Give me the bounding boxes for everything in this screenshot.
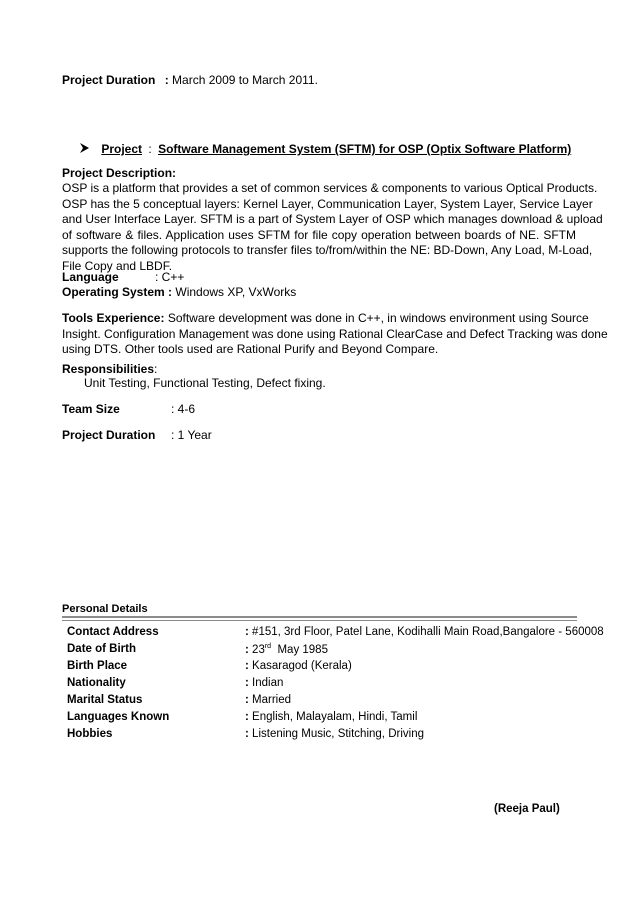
language-label: Language: [62, 270, 119, 284]
personal-label: Contact Address: [67, 626, 159, 638]
tools-line: [62, 311, 589, 327]
description-line: and User Interface Layer. SFTM is a part of System Layer of OSP which manages download & upload: [62, 212, 603, 227]
team-size-label: Team Size: [62, 402, 120, 416]
personal-label: Hobbies: [67, 728, 113, 740]
responsibilities-colon: :: [154, 362, 158, 376]
description-line: supports the following protocols to transfer files to/from/within the NE: BD-Down, Any Load, M-Load,: [62, 243, 593, 258]
personal-label: Nationality: [67, 677, 126, 689]
personal-value: : Kasaragod (Kerala): [245, 660, 352, 672]
personal-details-heading: Personal Details: [62, 603, 148, 615]
description-line: of software & files. Application uses SFTM for file copy operation between boards of NE. SFTM: [62, 227, 576, 242]
team-size-value: : 4-6: [171, 402, 196, 416]
description-line: OSP is a platform that provides a set of common services & components to various Optical Products.: [62, 181, 598, 195]
prev-duration-sep: :: [164, 73, 169, 87]
personal-value: : English, Malayalam, Hindi, Tamil: [245, 711, 418, 723]
prev-project-duration: [62, 73, 318, 87]
tools-text: Software development was done in C++, in windows environment using Source: [167, 311, 589, 325]
project-duration-label: Project Duration: [62, 428, 156, 442]
project-description-label: Project Description:: [62, 166, 177, 180]
tools-experience: [62, 311, 608, 358]
personal-label: Languages Known: [67, 711, 170, 723]
project-title: Software Management System (SFTM) for OSP (Optix Software Platform): [158, 142, 572, 156]
prev-duration-value: March 2009 to March 2011.: [172, 73, 318, 87]
personal-label: Birth Place: [67, 660, 128, 672]
personal-value: : #151, 3rd Floor, Patel Lane, Kodihalli Main Road,Bangalore - 560008: [245, 626, 604, 638]
os-value: Windows XP, VxWorks: [175, 285, 297, 299]
language-value: : C++: [155, 270, 185, 284]
description-line: OSP has the 5 conceptual layers: Kernel Layer, Communication Layer, System Layer, Service Layer: [62, 196, 593, 211]
project-sep: :: [148, 142, 152, 156]
personal-value: : Indian: [245, 677, 284, 689]
section-divider: [62, 620, 577, 621]
personal-label: Date of Birth: [67, 643, 136, 655]
project-description: [62, 181, 603, 275]
language-value-wrap: [155, 270, 184, 284]
os-row: [62, 285, 296, 299]
project-duration-value: : 1 Year: [171, 428, 212, 442]
description-line: File Copy and LBDF.: [62, 258, 173, 273]
responsibilities-value: Unit Testing, Functional Testing, Defect fixing.: [84, 376, 326, 390]
project-label: Project: [101, 142, 143, 156]
personal-value: : Married: [245, 694, 292, 706]
project-title-line: [80, 142, 571, 156]
tools-line: Insight. Configuration Management was done using Rational ClearCase and Defect Tracking was done: [62, 326, 608, 341]
personal-value: : Listening Music, Stitching, Driving: [245, 728, 424, 740]
section-divider: [62, 616, 577, 618]
responsibilities-label: Responsibilities: [62, 362, 155, 376]
tools-label: Tools Experience:: [62, 311, 165, 325]
personal-label: Marital Status: [67, 694, 143, 706]
arrowhead-bullet-icon: [80, 142, 90, 156]
tools-line: using DTS. Other tools used are Rational Purify and Beyond Compare.: [62, 342, 439, 357]
responsibilities-heading: [62, 362, 157, 376]
os-label: Operating System :: [62, 285, 173, 299]
signature-name: (Reeja Paul): [494, 803, 560, 815]
language-row: [62, 270, 119, 284]
prev-duration-label: Project Duration: [62, 73, 156, 87]
personal-value: : 23rd May 1985: [245, 643, 328, 656]
